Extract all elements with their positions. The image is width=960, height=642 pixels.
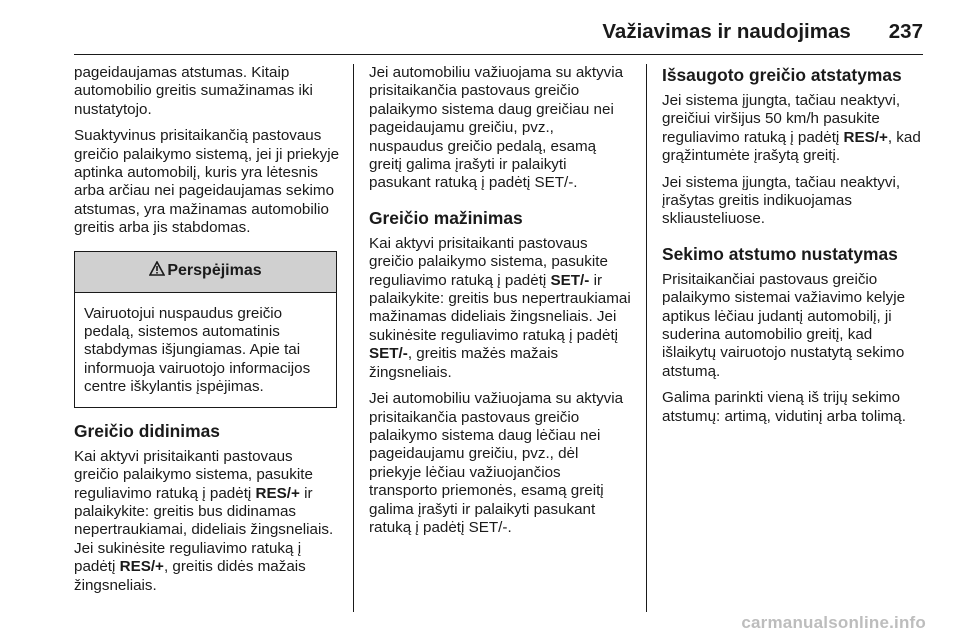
section-heading: Greičio mažinimas <box>369 207 523 228</box>
column-divider-1 <box>353 64 354 612</box>
paragraph: Jei sistema įjungta, tačiau neaktyvi, greičiui viršijus 50 km/h pasukite reguliavimo ratuką į padėtį RES/+, kad grąžintumėte įrašytą greitį. <box>662 92 921 165</box>
paragraph: Galima parinkti vieną iš trijų sekimo atstumų: artimą, vidutinį arba tolimą. <box>662 389 906 425</box>
paragraph: Suaktyvinus prisitaikančią pastovaus greičio palaikymo sistemą, jei ji priekyje aptinka automobilį, kuris yra lėtesnis arba arčiau nei pageidaujamas sekimo atstumas, yra mažinamas automobilio greitis arba jis stabdomas. <box>74 127 340 237</box>
watermark: carmanualsonline.info <box>741 613 926 632</box>
page-number: 237 <box>888 20 923 43</box>
header-title: Važiavimas ir naudojimas <box>602 20 851 43</box>
section-heading: Išsaugoto greičio atstatymas <box>662 65 902 85</box>
column-divider-2 <box>646 64 647 612</box>
paragraph: Prisitaikančiai pastovaus greičio palaikymo sistemai važiavimo kelyje aptikus lėčiau judantį automobilį, ji suderina automobilio greitį, kad išlaikytų vairuotojo nustatytą sekimo atstumą. <box>662 270 906 380</box>
column-3 <box>662 64 924 434</box>
warning-triangle-icon <box>149 261 165 281</box>
paragraph: Jei automobiliu važiuojama su aktyvia prisitaikančia pastovaus greičio palaikymo sistema daug greičiau nei pageidaujamu greičiu, pvz., nuspaudus greičio pedalą, esamą greitį galima įrašyti ir palaikyti pasukant ratuką į padėtį SET/-. <box>369 64 624 192</box>
paragraph: Jei sistema įjungta, tačiau neaktyvi, įrašytas greitis indikuojamas skliausteliuose. <box>662 173 901 228</box>
section-heading: Greičio didinimas <box>74 420 220 441</box>
column-1 <box>74 64 340 603</box>
paragraph: Jei automobiliu važiuojama su aktyvia prisitaikančia pastovaus greičio palaikymo sistema daug lėčiau nei pageidaujamu greičiu, pvz., dėl priekyje lėčiau važiuojančios transporto priemonės, esamą greitį galima įrašyti ir palaikyti pasukant ratuką į padėtį SET/-. <box>369 390 624 536</box>
paragraph: Kai aktyvi prisitaikanti pastovaus greičio palaikymo sistema, pasukite reguliavimo ratuką į padėtį SET/- ir palaikykite: greitis bus nepertraukiamai mažinamas dideliais žingsneliais. Jei sukinėsite reguliavimo ratuką į padėtį SET/-, greitis mažės mažais žingsneliais. <box>369 234 631 381</box>
warning-box <box>74 251 337 408</box>
paragraph: pageidaujamas atstumas. Kitaip automobilio greitis sumažinamas iki nustatytojo. <box>74 64 313 118</box>
warning-title: Perspėjimas <box>167 262 262 280</box>
section-heading: Sekimo atstumo nustatymas <box>662 243 898 264</box>
paragraph: Kai aktyvi prisitaikanti pastovaus greičio palaikymo sistema, pasukite reguliavimo ratuką į padėtį RES/+ ir palaikykite: greitis bus didinamas nepertraukiamai, dideliais žingsneliais. Jei sukinėsite reguliavimo ratuką į padėtį RES/+, greitis didės mažais žingsneliais. <box>74 447 334 594</box>
warning-header <box>75 252 336 293</box>
header-divider <box>74 54 923 55</box>
page-header <box>0 20 923 48</box>
column-2 <box>369 64 631 545</box>
warning-text: Vairuotojui nuspaudus greičio pedalą, sistemos automatinis stabdymas išjungiamas. Apie tai informuoja vairuotojo informacijos centre iškylantis įspėjimas. <box>84 304 311 396</box>
